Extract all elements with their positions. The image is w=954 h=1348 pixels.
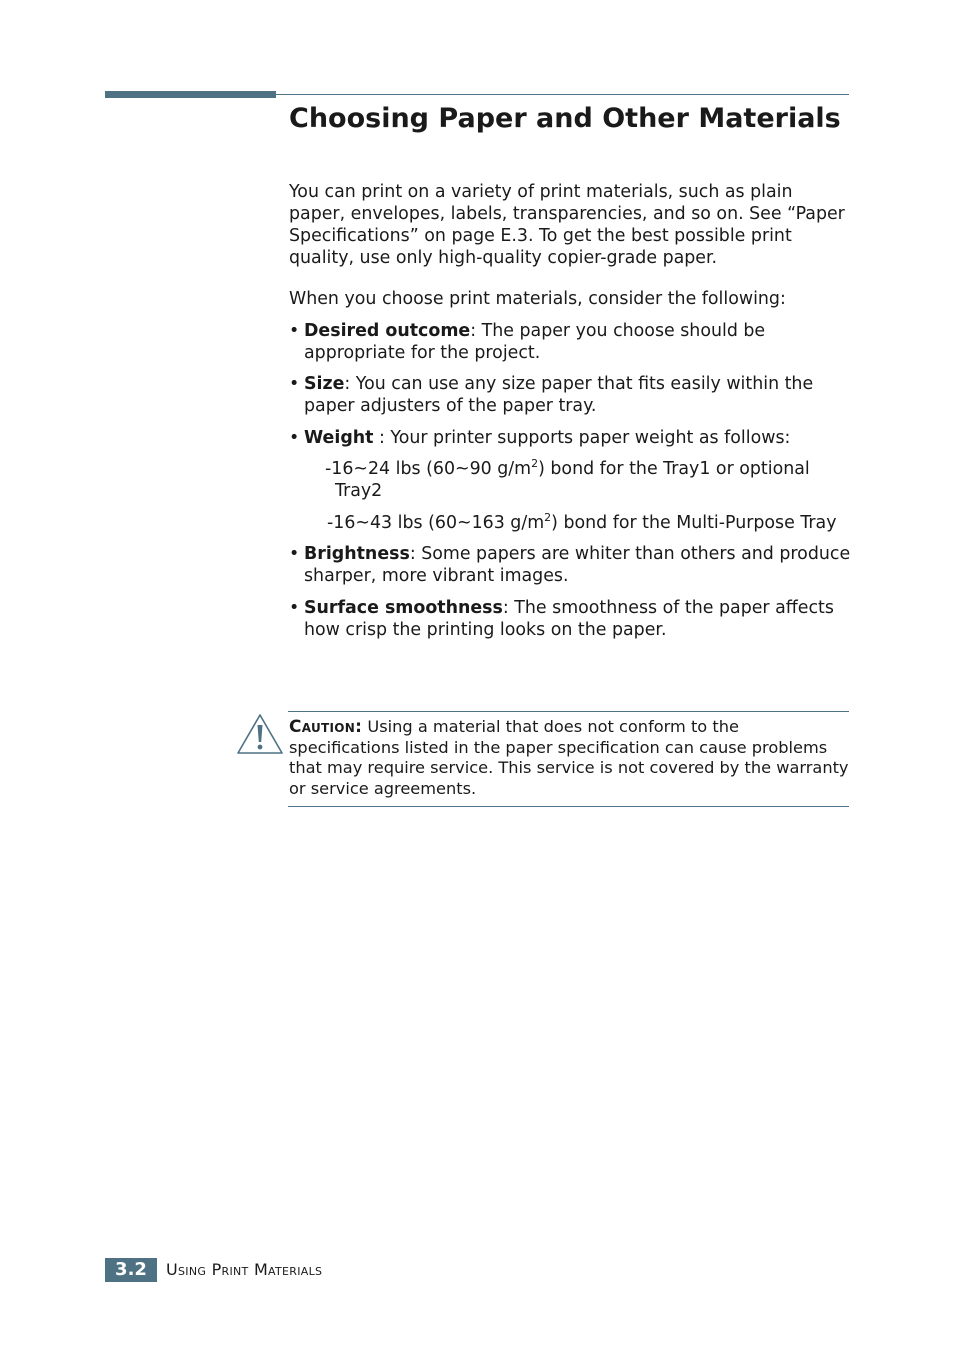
- bullet-dot: •: [289, 321, 300, 341]
- weight-text: ) bond for the Tray1 or optional: [538, 459, 810, 479]
- bullet-text: : Some papers are whiter than others and produce sharper, more vibrant images.: [304, 544, 851, 586]
- caution-top-rule: [288, 711, 849, 712]
- bullet-size: [289, 373, 859, 417]
- caution-label: Caution:: [289, 717, 363, 737]
- weight-text: ) bond for the Multi-Purpose Tray: [551, 513, 837, 533]
- caution-note: [289, 717, 854, 799]
- bullet-dot: •: [289, 374, 300, 394]
- header-rule: [276, 94, 849, 95]
- bullet-desired-outcome: [289, 320, 859, 364]
- weight-text: -16~43 lbs (60~163 g/m: [327, 513, 545, 533]
- bullet-dot: •: [289, 544, 300, 564]
- bullet-term: Surface smoothness: [304, 598, 503, 618]
- footer-section-title: Using Print Materials: [166, 1260, 323, 1279]
- caution-bottom-rule: [288, 806, 849, 807]
- bullet-dot: •: [289, 598, 300, 618]
- caution-icon: [236, 713, 284, 755]
- bullet-text: : Your printer supports paper weight as follows:: [373, 428, 791, 448]
- superscript: 2: [531, 457, 539, 470]
- weight-item-tray1: [325, 458, 810, 480]
- weight-item-multipurpose: [327, 512, 837, 534]
- bullet-text: : The smoothness of the paper affects how crisp the printing looks on the paper.: [304, 598, 834, 640]
- bullet-dot: •: [289, 428, 300, 448]
- page-number-badge: 3.2: [105, 1258, 157, 1282]
- consider-paragraph: When you choose print materials, consider the following:: [289, 289, 786, 309]
- page-title: Choosing Paper and Other Materials: [289, 103, 841, 134]
- intro-paragraph: You can print on a variety of print materials, such as plain paper, envelopes, labels, transparencies, and so on. See “Paper Specifications” on page E.3. To get the best possible print quality, use only high-quality copier-grade paper.: [289, 182, 845, 268]
- superscript: 2: [544, 511, 552, 524]
- bullet-text: : You can use any size paper that fits easily within the paper adjusters of the paper tray.: [304, 374, 814, 416]
- bullet-text: : The paper you choose should be appropriate for the project.: [304, 321, 766, 363]
- caution-body: Using a material that does not conform to the specifications listed in the paper specification can cause problems that may require service. This service is not covered by the warranty or service agreements.: [289, 717, 849, 798]
- bullet-surface-smoothness: [289, 597, 859, 641]
- header-accent-bar: [105, 91, 276, 98]
- bullet-brightness: [289, 543, 859, 587]
- bullet-term: Desired outcome: [304, 321, 471, 341]
- weight-text: -16~24 lbs (60~90 g/m: [325, 459, 532, 479]
- weight-item-tray1-continued: Tray2: [335, 481, 383, 501]
- bullet-weight: [289, 427, 859, 449]
- bullet-term: Weight: [304, 428, 374, 448]
- bullet-term: Size: [304, 374, 345, 394]
- bullet-term: Brightness: [304, 544, 410, 564]
